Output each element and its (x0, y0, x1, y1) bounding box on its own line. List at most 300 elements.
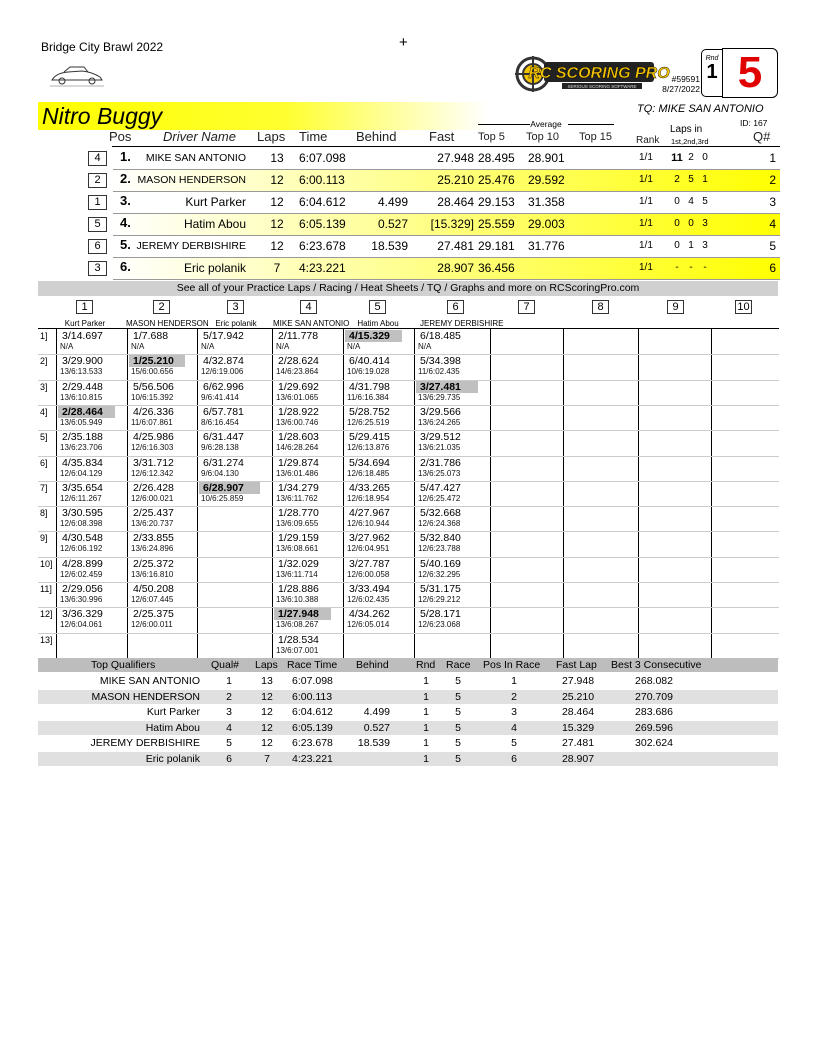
rank: 1/1 (639, 218, 653, 229)
running-total: 12/6:00.011 (131, 620, 173, 630)
tq-race: 5 (455, 675, 461, 687)
tq-fast-lap: 27.481 (561, 737, 595, 750)
tq-pos: 2 (511, 690, 517, 703)
average-label: Average (530, 119, 562, 129)
lap-time: 1/28.603 (278, 431, 319, 444)
lane-number-box: 7 (518, 300, 535, 314)
tq-hdr-behind: Behind (356, 659, 389, 671)
race-time: 6:00.113 (299, 173, 345, 187)
lap-time: 1/28.770 (278, 507, 319, 520)
lap-time: 2/28.624 (278, 355, 319, 368)
top5-avg: 36.456 (478, 261, 515, 275)
lane-driver-name: JEREMY DERBISHIRE (420, 319, 504, 328)
lane-number-box: 1 (76, 300, 93, 314)
tq-qual: 4 (226, 721, 232, 734)
lap-time: 4/35.834 (62, 456, 103, 469)
behind: 18.539 (371, 239, 408, 253)
lap-time: 5/17.942 (203, 330, 244, 342)
tq-hdr-qual: Qual# (211, 659, 240, 671)
laps-in-2nd: 1 (688, 240, 694, 251)
lap-time: 2/29.056 (62, 583, 103, 595)
lap-time: 4/50.208 (133, 583, 174, 595)
lap-time: 2/35.188 (62, 431, 103, 444)
race-time: 6:05.139 (299, 217, 346, 231)
lap-time: 1/34.279 (278, 481, 319, 494)
race-date: 8/27/2022 (662, 84, 700, 94)
lap-time: 4/28.899 (62, 557, 103, 570)
lap-time: 1/29.159 (278, 532, 319, 545)
top5-avg: 28.495 (478, 151, 515, 165)
lap-time: 5/31.175 (420, 583, 461, 595)
tq-laps: 12 (261, 737, 273, 750)
lap-time: 5/56.506 (133, 380, 174, 393)
tq-rnd: 1 (423, 753, 429, 765)
running-total: 13/6:08.267 (276, 620, 319, 630)
rank: 1/1 (639, 174, 653, 185)
lane-box: 2 (88, 173, 107, 188)
fast-lap: [15.329] (430, 217, 474, 231)
tq-hdr-laps: Laps (255, 659, 278, 671)
laps: 12 (270, 239, 284, 253)
lap-time: 3/29.512 (420, 431, 461, 444)
running-total: 13/6:16.810 (131, 569, 174, 579)
tq-best3: 270.709 (635, 690, 673, 703)
top10-avg: 28.901 (528, 151, 565, 165)
laps-in-2nd: - (689, 262, 693, 273)
running-total: 13/6:25.073 (418, 468, 461, 478)
lap-time: 5/32.668 (420, 507, 461, 520)
laps: 7 (273, 261, 281, 275)
tq-laps: 12 (261, 690, 273, 703)
running-total: N/A (201, 342, 215, 351)
grid-column-line (197, 328, 198, 658)
running-total: 12/6:23.068 (418, 620, 461, 630)
running-total: 13/6:24.265 (418, 417, 461, 427)
lap-time: 1/32.029 (278, 557, 319, 570)
running-total: 12/6:25.519 (347, 417, 390, 427)
running-total: 12/6:08.398 (60, 519, 103, 529)
lap-time: 5/40.169 (420, 557, 461, 570)
lap-time: 3/27.481 (416, 381, 478, 393)
lap-number: 3] (40, 381, 48, 392)
laps-in-3rd: - (703, 262, 707, 273)
tq-fast-lap: 25.210 (561, 690, 595, 703)
race-time: 4:23.221 (299, 261, 346, 275)
lap-number: 13] (40, 634, 53, 645)
running-total: 12/6:07.445 (131, 595, 174, 604)
qual-number: 3 (769, 195, 776, 209)
tq-best3: 302.624 (635, 737, 673, 750)
grid-column-line (638, 328, 639, 658)
hdr-fast: Fast (429, 129, 455, 144)
lap-time: 3/29.900 (62, 355, 103, 368)
position: 1. (120, 149, 131, 164)
lap-time: 2/26.428 (133, 481, 174, 494)
lane-box: 6 (88, 239, 107, 254)
lane-box: 1 (88, 195, 107, 210)
rank: 1/1 (639, 196, 653, 207)
running-total: 14/6:23.864 (276, 367, 319, 377)
rc-scoring-pro-logo (514, 54, 670, 99)
laps-in-3rd: 5 (702, 196, 708, 207)
top5-avg: 29.181 (478, 239, 515, 253)
grid-top-rule (38, 328, 779, 329)
lap-time: 2/25.437 (133, 507, 174, 520)
tq-best3: 283.686 (635, 706, 673, 719)
hdr-time: Time (299, 129, 328, 144)
tq-best3: 268.082 (635, 675, 673, 687)
tq-best3: 269.596 (635, 721, 673, 734)
car-logo-icon (48, 64, 106, 93)
running-total: 12/6:29.212 (418, 595, 461, 604)
running-total: 13/6:30.996 (60, 595, 103, 604)
lap-time: 6/31.274 (203, 456, 244, 469)
lap-time: 1/25.210 (129, 355, 185, 367)
laps-in-3rd: 3 (702, 240, 708, 251)
tq-driver-name: Kurt Parker (146, 706, 200, 719)
lap-time: 3/33.494 (349, 583, 390, 595)
heat-number: 5 (722, 48, 778, 98)
tq-fast-lap: 28.907 (561, 753, 595, 765)
lap-number: 4] (40, 406, 48, 417)
running-total: 11/6:02.435 (418, 367, 460, 377)
round-box (701, 49, 722, 97)
laps-in-1st: 2 (674, 174, 680, 185)
qual-number: 2 (769, 173, 776, 187)
running-total: 12/6:02.459 (60, 569, 103, 579)
tq-driver-name: MASON HENDERSON (91, 690, 200, 703)
tq-hdr-rnd: Rnd (416, 659, 436, 671)
laps: 13 (270, 151, 284, 165)
grid-column-line (414, 328, 415, 658)
tq-race: 5 (455, 737, 461, 750)
tq-behind: 4.499 (363, 706, 390, 719)
tq-pos: 4 (511, 721, 517, 734)
tq-driver-name: Eric polanik (145, 753, 200, 765)
lap-number: 9] (40, 533, 48, 544)
lane-number-box: 2 (153, 300, 170, 314)
running-total: 13/6:21.035 (418, 443, 461, 453)
lap-time: 4/30.548 (62, 532, 103, 545)
grid-row-line (38, 633, 779, 634)
running-total: 8/6:16.454 (201, 417, 239, 427)
fast-lap: 27.948 (437, 151, 474, 165)
hdr-top5: Top 5 (478, 131, 505, 143)
round-label: Rnd (705, 55, 719, 62)
driver-name: Hatim Abou (183, 217, 246, 231)
running-total: 9/6:04.130 (201, 468, 239, 478)
lap-time: 3/27.787 (349, 557, 390, 570)
qual-number: 1 (769, 151, 776, 165)
lap-time: 4/32.874 (203, 355, 244, 368)
laps-in-1st: - (675, 262, 679, 273)
running-total: N/A (131, 342, 145, 351)
lap-time: 6/31.447 (203, 431, 244, 444)
running-total: 13/6:23.706 (60, 443, 103, 453)
tq-fast-lap: 27.948 (561, 675, 595, 687)
running-total: 12/6:04.951 (347, 544, 390, 554)
running-total: 13/6:08.661 (276, 544, 319, 554)
tq-qual: 3 (226, 706, 232, 719)
behind: 4.499 (377, 195, 408, 209)
laps-in-label: Laps in (670, 124, 703, 135)
hdr-driver: Driver Name (163, 129, 236, 144)
running-total: 13/6:09.655 (276, 519, 319, 529)
running-total: 13/6:01.486 (276, 468, 319, 478)
hdr-top15: Top 15 (579, 131, 613, 143)
running-total: 9/6:28.138 (201, 443, 239, 453)
tq-pos: 3 (511, 706, 517, 719)
lap-time: 1/28.886 (278, 583, 319, 595)
top10-avg: 31.358 (528, 195, 565, 209)
tq-hdr-time: Race Time (287, 659, 338, 671)
grid-column-line (343, 328, 344, 658)
lap-time: 4/34.262 (349, 608, 390, 621)
running-total: 12/6:16.303 (131, 443, 174, 453)
svg-text:RC SCORING PRO: RC SCORING PRO (528, 65, 670, 82)
running-total: 13/6:24.896 (131, 544, 174, 554)
tq-pos: 5 (511, 737, 517, 750)
top10-avg: 29.003 (528, 217, 565, 231)
laps-in-2nd: 4 (688, 196, 694, 207)
qual-number: 6 (769, 261, 776, 275)
rank: 1/1 (639, 240, 653, 251)
top10-avg: 29.592 (528, 173, 565, 187)
lap-number: 2] (40, 356, 48, 367)
svg-text:SERIOUS SCORING SOFTWARE: SERIOUS SCORING SOFTWARE (567, 84, 637, 89)
fast-lap: 27.481 (437, 239, 474, 253)
top5-avg: 29.153 (478, 195, 515, 209)
lap-time: 4/25.986 (133, 431, 174, 444)
tq-laps: 7 (264, 753, 270, 765)
lap-number: 10] (40, 558, 53, 569)
lap-time: 6/57.781 (203, 405, 244, 418)
running-total: 11/6:07.861 (131, 417, 173, 427)
running-total: 10/6:19.028 (347, 367, 390, 377)
tq-race-time: 6:07.098 (292, 675, 333, 687)
grid-column-line (272, 328, 273, 658)
running-total: 12/6:00.058 (347, 569, 390, 579)
hdr-behind: Behind (356, 129, 397, 144)
lap-time: 6/18.485 (420, 330, 461, 342)
laps-in-1st: 0 (674, 196, 680, 207)
position: 4. (120, 215, 131, 230)
running-total: 13/6:13.533 (60, 367, 103, 377)
running-total: 10/6:15.392 (131, 392, 174, 402)
running-total: 13/6:10.388 (276, 595, 319, 604)
lap-time: 3/14.697 (62, 330, 103, 342)
lap-time: 2/25.372 (133, 557, 174, 570)
running-total: 12/6:00.021 (131, 493, 174, 503)
hdr-laps: Laps (257, 129, 286, 144)
lane-number-box: 4 (300, 300, 317, 314)
race-time: 6:07.098 (299, 151, 346, 165)
tq-rnd: 1 (423, 737, 429, 750)
position: 3. (120, 193, 131, 208)
lap-time: 2/25.375 (133, 608, 174, 621)
grid-column-line (563, 328, 564, 658)
hdr-pos: Pos (109, 129, 132, 144)
laps-in-3rd: 1 (702, 174, 708, 185)
lane-driver-name: Hatim Abou (357, 319, 399, 328)
grid-column-line (56, 328, 57, 658)
running-total: 12/6:02.435 (347, 595, 390, 604)
running-total: 13/6:11.762 (276, 493, 318, 503)
lap-time: 4/33.265 (349, 481, 390, 494)
lap-time: 4/27.967 (349, 507, 390, 520)
tq-laps: 12 (261, 706, 273, 719)
hdr-q: Q# (753, 129, 771, 144)
lap-time: 1/28.922 (278, 405, 319, 418)
running-total: 15/6:00.656 (131, 367, 174, 377)
lap-number: 5] (40, 432, 48, 443)
lap-time: 4/15.329 (345, 330, 402, 342)
running-total: 14/6:28.264 (276, 443, 319, 453)
lap-time: 4/31.798 (349, 380, 390, 393)
lap-time: 3/36.329 (62, 608, 103, 621)
lap-time: 6/28.907 (199, 482, 260, 494)
class-title: Nitro Buggy (42, 103, 163, 129)
lane-number-box: 9 (667, 300, 684, 314)
tq-behind: 0.527 (363, 721, 390, 734)
lap-number: 11] (40, 584, 52, 594)
lap-time: 5/34.694 (349, 456, 390, 469)
tq-fast-lap: 15.329 (561, 721, 595, 734)
behind: 0.527 (377, 217, 408, 231)
laps-in-sub: 1st,2nd,3rd (671, 137, 709, 146)
tq-race: 5 (455, 690, 461, 703)
laps: 12 (270, 217, 284, 231)
grid-column-line (711, 328, 712, 658)
tq-hdr-name: Top Qualifiers (91, 659, 156, 671)
lane-driver-name: Eric polanik (215, 319, 257, 328)
running-total: 12/6:32.295 (418, 569, 461, 579)
lap-time: 2/11.778 (278, 330, 319, 342)
laps-in-1st: 0 (674, 240, 680, 251)
lap-time: 2/28.464 (58, 406, 115, 418)
running-total: 13/6:29.735 (418, 392, 461, 402)
lane-number-box: 3 (227, 300, 244, 314)
position: 2. (120, 171, 131, 186)
tq-driver-name: JEREMY DERBISHIRE (90, 737, 200, 750)
fast-lap: 25.210 (437, 173, 474, 187)
lap-time: 1/7.688 (133, 330, 169, 342)
lap-time: 5/47.427 (420, 481, 461, 494)
lap-number: 7] (40, 482, 48, 493)
tq-race: 5 (455, 706, 461, 719)
tq-qual: 5 (226, 737, 232, 750)
top10-avg: 31.776 (528, 239, 565, 253)
running-total: 12/6:25.472 (418, 493, 461, 503)
tq-qual: 1 (226, 675, 232, 687)
tq-hdr-best3: Best 3 Consecutive (611, 659, 702, 671)
lane-number-box: 8 (592, 300, 609, 314)
laps-in-1st: 11 (671, 152, 683, 164)
lap-time: 2/31.786 (420, 456, 461, 469)
lane-number-box: 5 (369, 300, 386, 314)
driver-name: MASON HENDERSON (137, 174, 246, 186)
running-total: 12/6:18.485 (347, 468, 390, 478)
laps: 12 (270, 195, 284, 209)
tq-label: TQ: MIKE SAN ANTONIO (637, 103, 764, 115)
tq-rnd: 1 (423, 690, 429, 703)
lap-time: 3/30.595 (62, 507, 103, 520)
fast-lap: 28.907 (437, 261, 474, 275)
running-total: 12/6:10.944 (347, 519, 390, 529)
tq-qual: 2 (226, 690, 232, 703)
running-total: 10/6:25.859 (201, 493, 244, 503)
running-total: N/A (347, 342, 361, 351)
crosshair-icon: + (399, 34, 408, 51)
lap-time: 3/35.654 (62, 481, 103, 494)
laps-in-3rd: 0 (702, 152, 708, 163)
fast-lap: 28.464 (437, 195, 474, 209)
position: 6. (120, 259, 131, 274)
lap-number: 8] (40, 508, 48, 519)
running-total: 13/6:10.815 (60, 392, 103, 402)
laps: 12 (270, 173, 284, 187)
lap-time: 4/26.336 (133, 405, 174, 418)
tq-pos: 6 (511, 753, 517, 765)
running-total: 12/6:04.061 (60, 620, 103, 630)
driver-name: Eric polanik (183, 261, 246, 275)
tq-hdr-race: Race (446, 659, 471, 671)
driver-name: MIKE SAN ANTONIO (145, 152, 246, 164)
lap-time: 3/27.962 (349, 532, 390, 545)
lap-time: 6/40.414 (349, 355, 390, 368)
lap-time: 3/31.712 (133, 456, 174, 469)
tq-race-time: 6:04.612 (292, 706, 333, 719)
tq-driver-name: Hatim Abou (145, 721, 200, 734)
running-total: 12/6:23.788 (418, 544, 461, 554)
lane-number-box: 10 (735, 300, 752, 314)
tq-rnd: 1 (423, 675, 429, 687)
race-time: 6:04.612 (299, 195, 346, 209)
lap-time: 3/29.566 (420, 405, 461, 418)
top5-avg: 25.476 (478, 173, 515, 187)
lap-time: 2/33.855 (133, 532, 174, 545)
lap-time: 2/29.448 (62, 380, 103, 393)
tq-behind: 18.539 (357, 737, 390, 750)
id-label: ID: 167 (740, 118, 768, 128)
laps-in-1st: 0 (674, 218, 680, 229)
lane-driver-name: MIKE SAN ANTONIO (273, 319, 350, 328)
running-total: 13/6:07.001 (276, 645, 319, 655)
laps-in-2nd: 0 (688, 218, 694, 229)
grid-column-line (127, 328, 128, 658)
tq-rnd: 1 (423, 721, 429, 734)
tq-fast-lap: 28.464 (561, 706, 595, 719)
driver-name: JEREMY DERBISHIRE (136, 240, 246, 252)
laps-in-3rd: 3 (702, 218, 708, 229)
row-divider (113, 279, 780, 280)
running-total: 12/6:05.014 (347, 620, 390, 630)
running-total: 9/6:41.414 (201, 392, 239, 402)
running-total: 13/6:01.065 (276, 392, 319, 402)
running-total: N/A (60, 342, 74, 351)
running-total: 12/6:18.954 (347, 493, 390, 503)
tq-driver-name: MIKE SAN ANTONIO (99, 675, 200, 687)
lane-number-box: 6 (447, 300, 464, 314)
tq-pos: 1 (511, 675, 517, 687)
tq-rnd: 1 (423, 706, 429, 719)
lap-number: 12] (40, 609, 53, 620)
position: 5. (120, 237, 131, 252)
running-total: 11/6:16.384 (347, 392, 389, 402)
tq-hdr-fast: Fast Lap (556, 659, 597, 671)
lap-time: 1/28.534 (278, 633, 319, 646)
lap-number: 6] (40, 457, 48, 468)
